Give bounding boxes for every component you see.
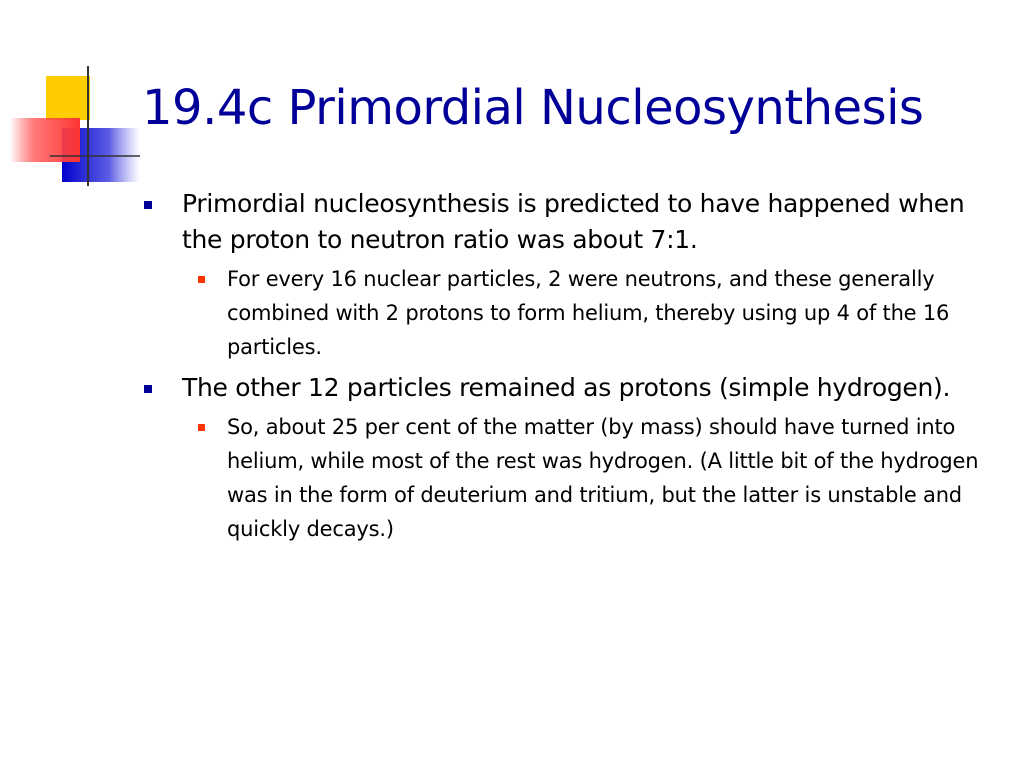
square-bullet-icon [198,276,205,283]
bullet-text: Primordial nucleosynthesis is predicted to have happened when the proton to neutron ratio was about 7:1. [182,189,965,254]
bullet-item [140,186,1000,258]
slide-corner-logo-icon [0,0,150,200]
bullet-list [140,186,1000,554]
sub-bullet-text: So, about 25 per cent of the matter (by mass) should have turned into helium, while most of the rest was hydrogen. (A little bit of the hydrogen was in the form of deuterium and tritium, but the latter is unstable and quickly decays.) [227,415,979,541]
bullet-text: The other 12 particles remained as protons (simple hydrogen). [182,373,951,402]
sub-bullet-text: For every 16 nuclear particles, 2 were neutrons, and these generally combined with 2 protons to form helium, thereby using up 4 of the 16 particles. [227,267,950,359]
sub-bullet-item [182,410,1000,546]
sub-bullet-item [182,262,1000,364]
slide-title: 19.4c Primordial Nucleosynthesis [142,80,924,136]
bullet-item [140,370,1000,406]
square-bullet-icon [144,385,152,393]
square-bullet-icon [144,201,152,209]
square-bullet-icon [198,424,205,431]
